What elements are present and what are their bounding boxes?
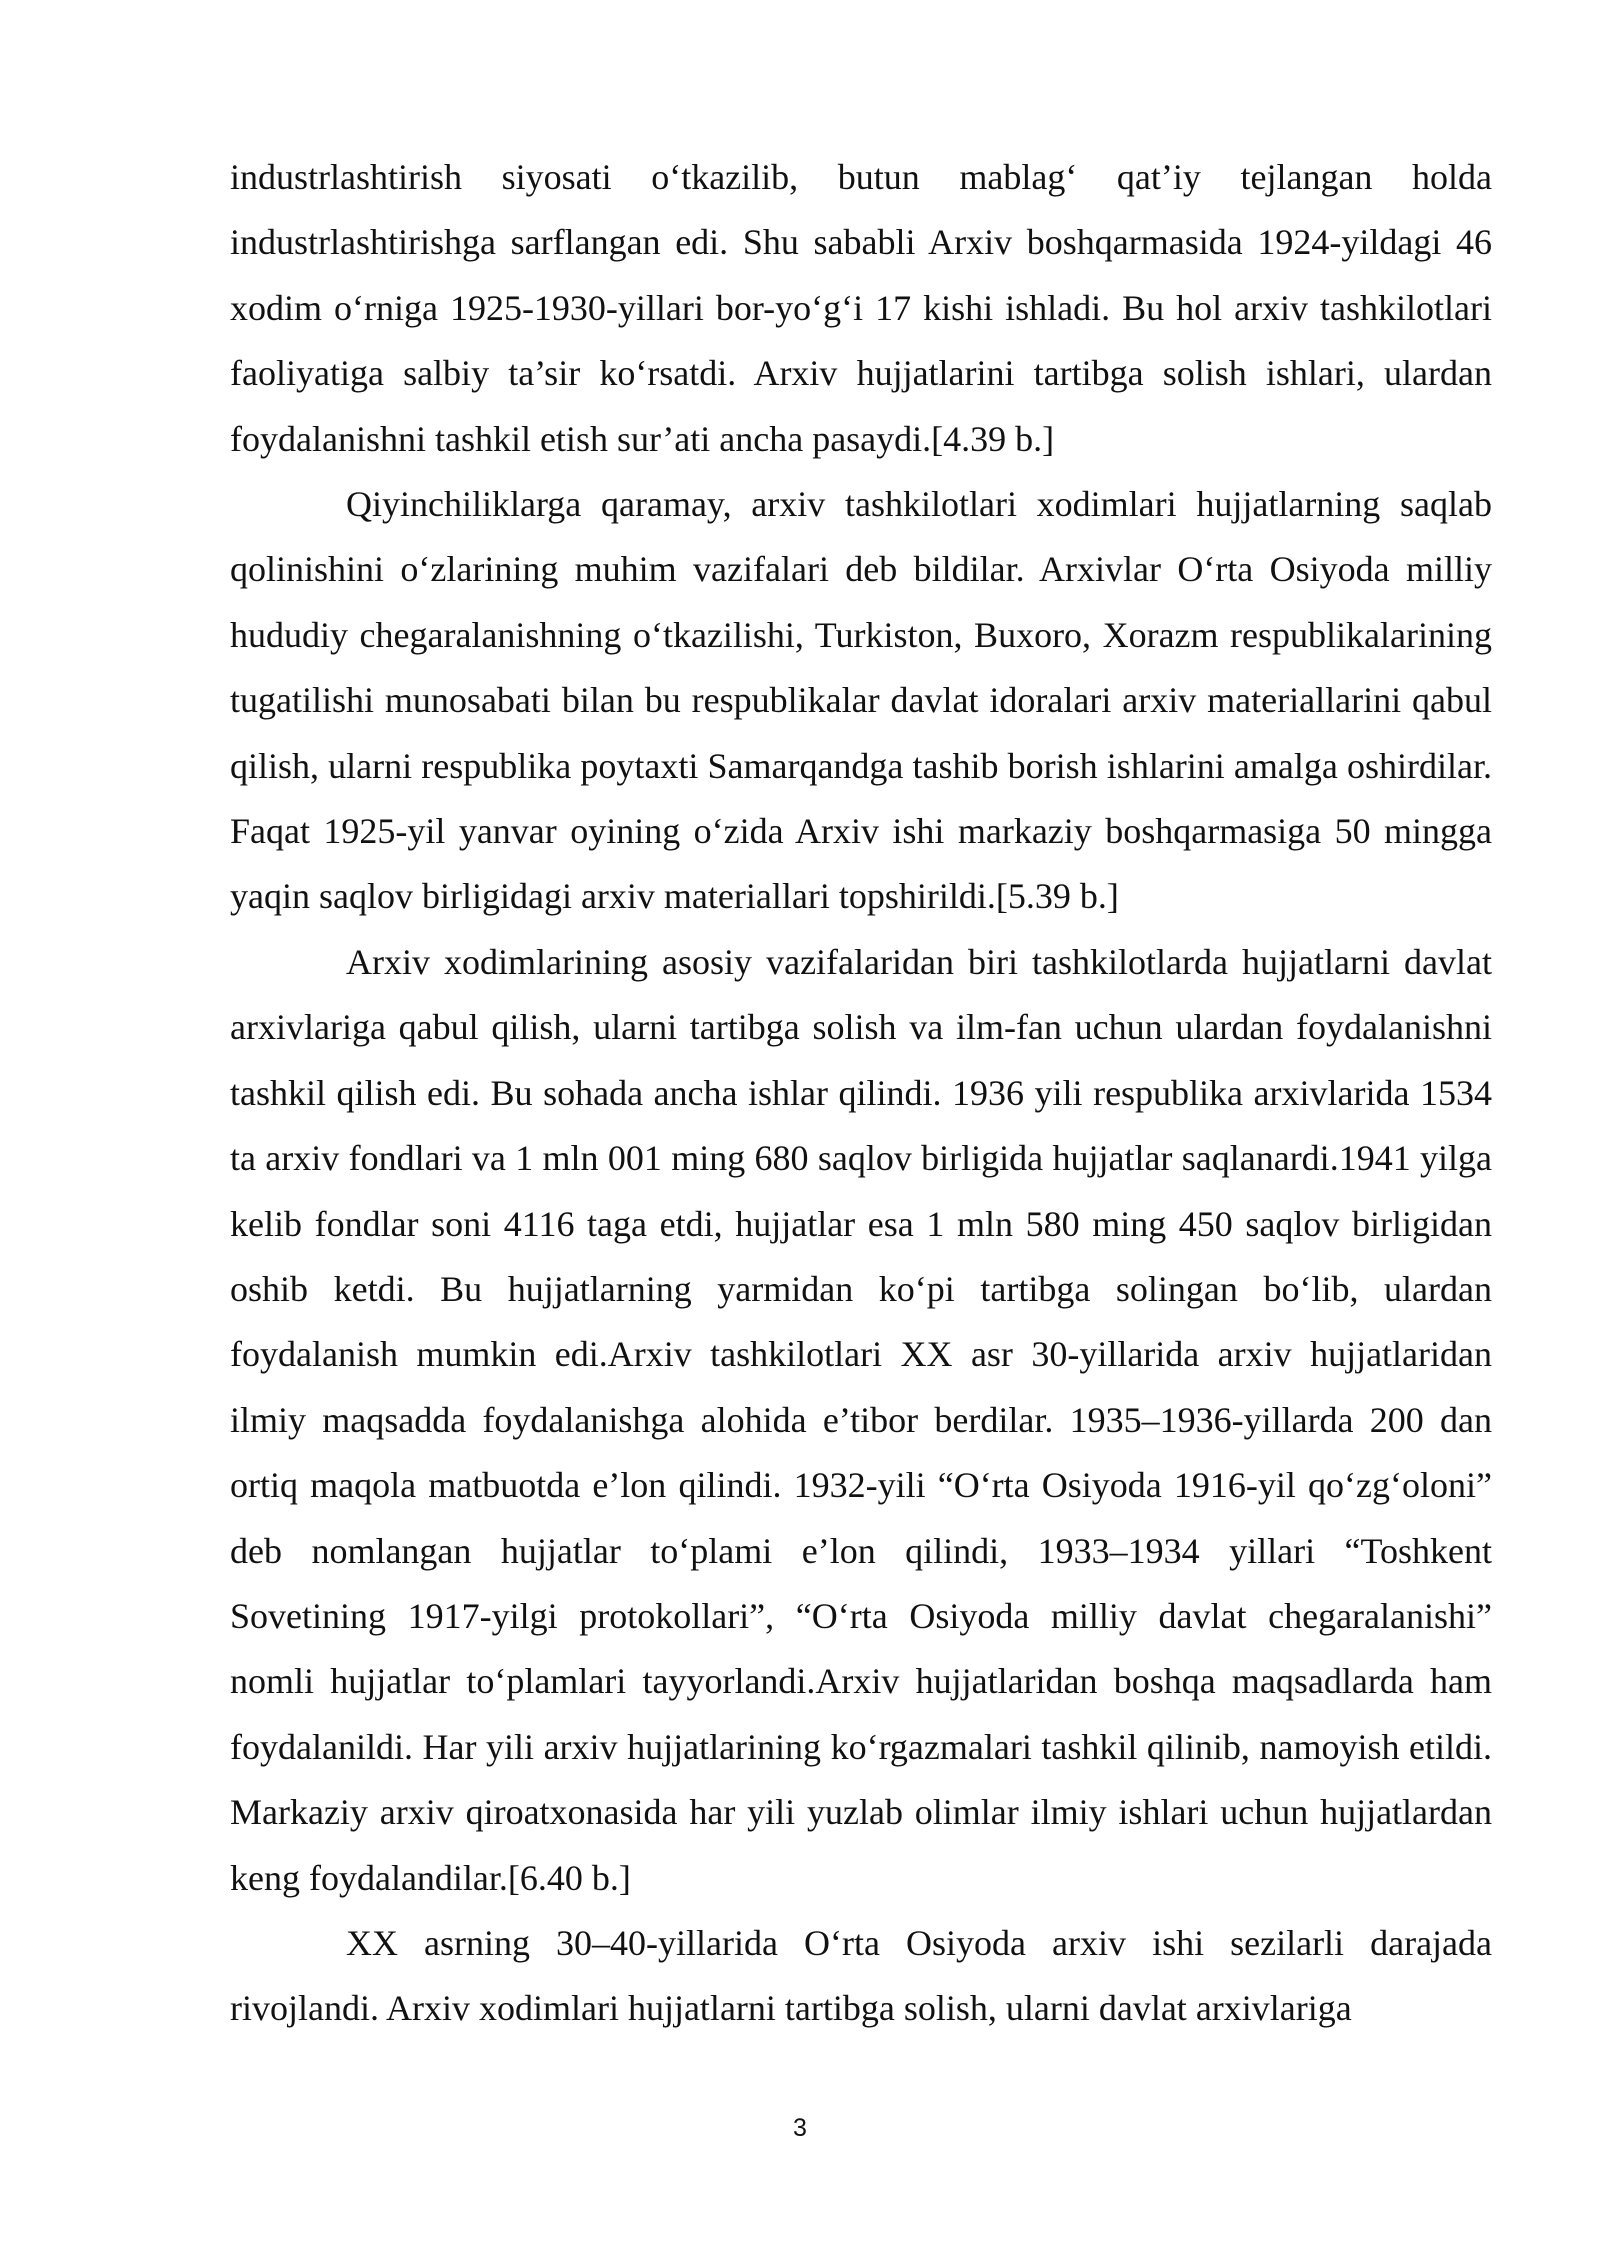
paragraph-3: Arxiv xodimlarining asosiy vazifalaridan biri tashkilotlarda hujjatlarni davlat arxivlariga qabul qilish, ularni tartibga solish va ilm-fan uchun ulardan foydalanishni tashkil qilish edi. Bu sohada ancha ishlar qilindi. 1936 yili respublika arxivlarida 1534 ta arxiv fondlari va 1 mln 001 ming 680 saqlov birligida hujjatlar saqlanardi.1941 yilga kelib fondlar soni 4116 taga etdi, hujjatlar esa 1 mln 580 ming 450 saqlov birligidan oshib ketdi. Bu hujjatlarning yarmidan ko‘pi tartibga solingan bo‘lib, ulardan foydalanish mumkin edi.Arxiv tashkilotlari XX asr 30-yillarida arxiv hujjatlaridan ilmiy maqsadda foydalanishga alohida e’tibor berdilar. 1935–1936-yillarda 200 dan ortiq maqola matbuotda e’lon qilindi. 1932-yili “O‘rta Osiyoda 1916-yil qo‘zg‘oloni” deb nomlangan hujjatlar to‘plami e’lon qilindi, 1933–1934 yillari “Toshkent Sovetining 1917-yilgi protokollari”, “O‘rta Osiyoda milliy davlat chegaralanishi” nomli hujjatlar to‘plamlari tayyorlandi.Arxiv hujjatlaridan boshqa maqsadlarda ham foydalanildi. Har yili arxiv hujjatlarining ko‘rgazmalari tashkil qilinib, namoyish etildi. Markaziy arxiv qiroatxonasida har yili yuzlab olimlar ilmiy ishlari uchun hujjatlardan keng foydalandilar.[6.40 b.] (230, 941, 1492, 1898)
paragraph-1: industrlashtirish siyosati o‘tkazilib, butun mablag‘ qat’iy tejlangan holda industrlashtirishga sarflangan edi. Shu sababli Arxiv boshqarmasida 1924-yildagi 46 xodim o‘rniga 1925-1930-yillari bor-yo‘g‘i 17 kishi ishladi. Bu hol arxiv tashkilotlari faoliyatiga salbiy ta’sir ko‘rsatdi. Arxiv hujjatlarini tartibga solish ishlari, ulardan foydalanishni tashkil etish sur’ati ancha pasaydi.[4.39 b.] (230, 157, 1492, 459)
page-number: 3 (793, 2114, 807, 2142)
paragraph-4: XX asrning 30–40-yillarida O‘rta Osiyoda arxiv ishi sezilarli darajada rivojlandi. Arxiv xodimlari hujjatlarni tartibga solish, ularni davlat arxivlariga (230, 1922, 1492, 2029)
body-text (230, 145, 1492, 2042)
paragraph-2: Qiyinchiliklarga qaramay, arxiv tashkilotlari xodimlari hujjatlarning saqlab qolinishini o‘zlarining muhim vazifalari deb bildilar. Arxivlar O‘rta Osiyoda milliy hududiy chegaralanishning o‘tkazilishi, Turkiston, Buxoro, Xorazm respublikalarining tugatilishi munosabati bilan bu respublikalar davlat idoralari arxiv materiallarini qabul qilish, ularni respublika poytaxti Samarqandga tashib borish ishlarini amalga oshirdilar. Faqat 1925-yil yanvar oyining o‘zida Arxiv ishi markaziy boshqarmasiga 50 mingga yaqin saqlov birligidagi arxiv materiallari topshirildi.[5.39 b.] (230, 484, 1492, 917)
